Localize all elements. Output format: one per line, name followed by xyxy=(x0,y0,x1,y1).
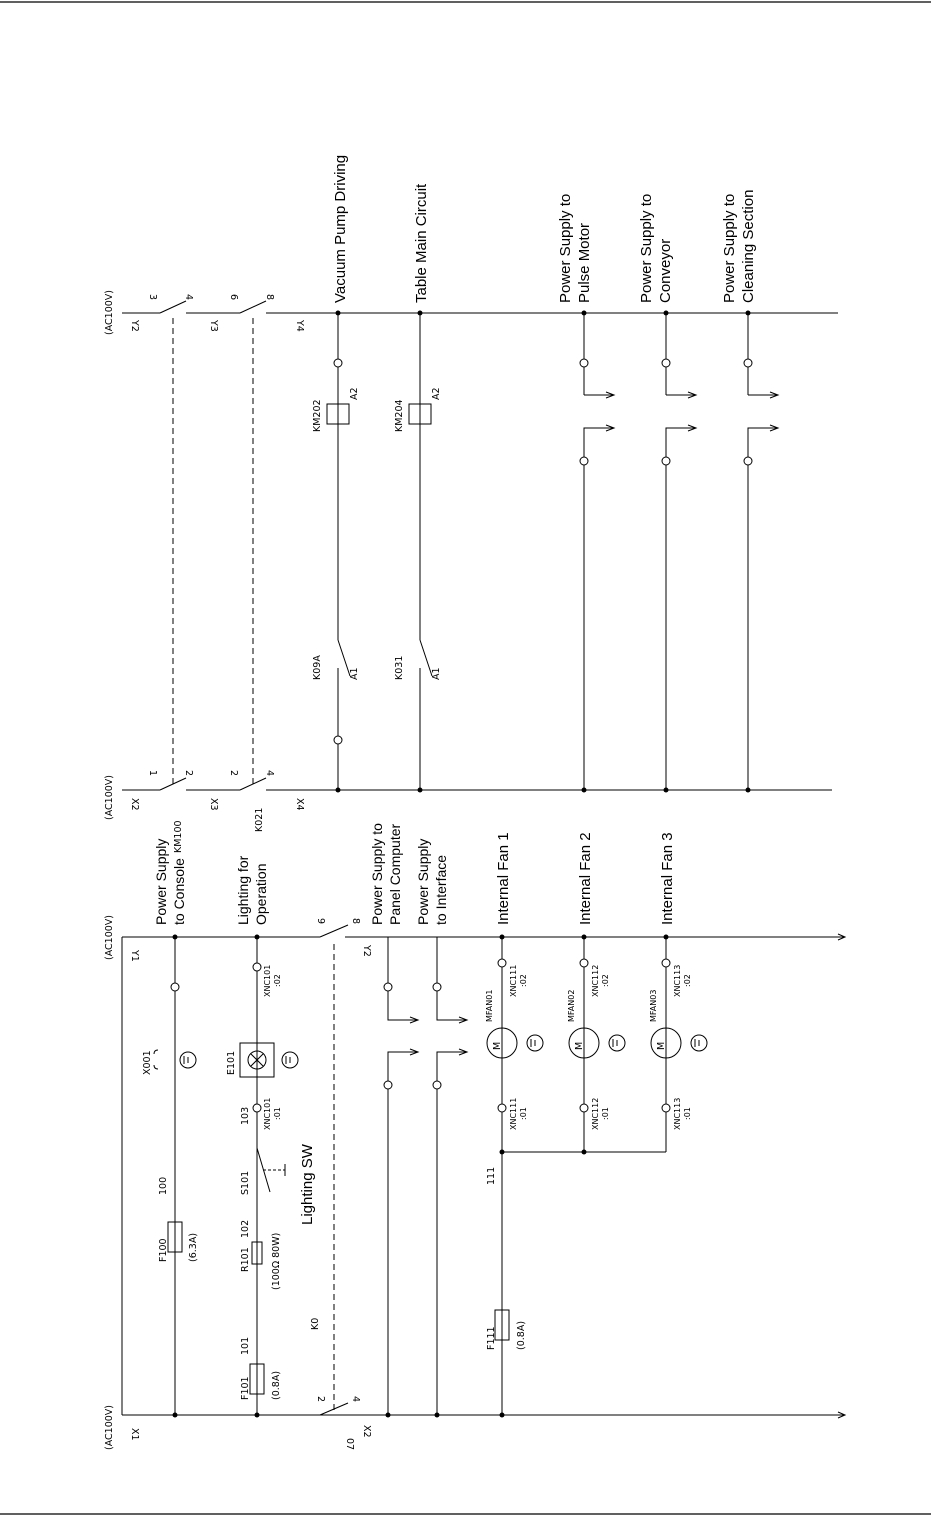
label-table: Table Main Circuit xyxy=(413,183,430,303)
label-fan2: Internal Fan 2 xyxy=(577,832,594,925)
label-interface-2: to Interface xyxy=(433,854,449,925)
relay-label: K0 xyxy=(310,1317,321,1330)
part-label: XNC112 xyxy=(591,1097,600,1130)
part-label: XNC113 xyxy=(673,964,682,997)
label-lighting-sw: Lighting SW xyxy=(299,1144,316,1225)
bus-label: Y3 xyxy=(208,320,219,332)
label-console-1: Power Supply xyxy=(153,838,169,925)
part-label: F101 xyxy=(240,1376,251,1400)
label-pulse-2: Pulse Motor xyxy=(576,222,593,303)
wire-number: 101 xyxy=(240,1336,251,1355)
part-label: :01 xyxy=(519,1107,528,1120)
lower-section xyxy=(122,925,845,1418)
terminal-number: 2 xyxy=(315,1396,326,1403)
bus-label: Y2 xyxy=(129,320,140,332)
part-label: :02 xyxy=(601,974,610,987)
motor-symbol: M xyxy=(656,1041,667,1050)
part-label: :02 xyxy=(683,974,692,987)
relay-label: KM100 xyxy=(173,820,184,853)
label-lighting-1: Lighting for xyxy=(235,855,251,925)
part-label: :01 xyxy=(273,1107,282,1120)
part-label: MFAN01 xyxy=(485,989,494,1022)
part-label: :02 xyxy=(519,974,528,987)
part-label: A2 xyxy=(431,387,442,400)
bus-label: X2 xyxy=(361,1425,372,1438)
part-label: R101 xyxy=(240,1247,251,1272)
cleaning-branch xyxy=(744,311,778,793)
label-conveyor-2: Conveyor xyxy=(657,238,674,303)
label-vacuum: Vacuum Pump Driving xyxy=(332,154,349,303)
part-label: XNC113 xyxy=(673,1097,682,1130)
terminal-number: 4 xyxy=(264,770,275,777)
conveyor-branch xyxy=(662,311,696,793)
part-label: MFAN02 xyxy=(567,989,576,1022)
voltage-label: (AC100V) xyxy=(104,914,115,960)
part-label: K09A xyxy=(312,655,323,680)
terminal-number: 2 xyxy=(228,770,239,777)
label-panel-1: Power Supply to xyxy=(369,823,385,925)
part-label: X001 xyxy=(142,1050,153,1075)
terminal-number: 2 xyxy=(183,770,194,777)
part-label: KM204 xyxy=(394,399,405,432)
upper-section xyxy=(122,301,838,793)
terminal-number: 9 xyxy=(315,918,326,925)
motor-symbol: M xyxy=(492,1041,503,1050)
terminal-number: 07 xyxy=(344,1438,355,1451)
voltage-label: (AC100V) xyxy=(104,1404,115,1450)
part-label: (0.8A) xyxy=(516,1320,527,1350)
part-label: F111 xyxy=(486,1326,497,1350)
pulse-branch xyxy=(580,311,614,793)
terminal-number: 1 xyxy=(147,770,158,777)
bus-label: X3 xyxy=(208,798,219,811)
part-label: A1 xyxy=(431,667,442,680)
part-label: MFAN03 xyxy=(649,989,658,1022)
part-label: K031 xyxy=(394,655,405,680)
label-panel-2: Panel Computer xyxy=(387,823,403,925)
wire-number: 100 xyxy=(158,1176,169,1195)
label-console-2: to Console xyxy=(171,858,187,925)
part-label: A2 xyxy=(349,387,360,400)
terminal-number: 8 xyxy=(264,294,275,301)
relay-label: K021 xyxy=(254,807,265,832)
terminal-number: 3 xyxy=(147,294,158,301)
label-conveyor-1: Power Supply to xyxy=(638,193,655,303)
label-fan3: Internal Fan 3 xyxy=(659,832,676,925)
terminal-number: 4 xyxy=(183,294,194,301)
bus-label: X4 xyxy=(294,798,305,811)
label-interface-1: Power Supply xyxy=(415,838,431,925)
part-label: (6.3A) xyxy=(188,1232,199,1262)
voltage-label: (AC100V) xyxy=(104,289,115,335)
part-label: (0.8A) xyxy=(271,1370,282,1400)
part-label: :01 xyxy=(601,1107,610,1120)
wire-number: 103 xyxy=(240,1106,251,1125)
part-label: :02 xyxy=(273,974,282,987)
part-label: S101 xyxy=(240,1170,251,1195)
label-fan1: Internal Fan 1 xyxy=(495,832,512,925)
motor-symbol: M xyxy=(574,1041,585,1050)
part-label: XNC101 xyxy=(263,964,272,997)
label-pulse-1: Power Supply to xyxy=(557,193,574,303)
bus-label: X2 xyxy=(129,798,140,811)
bus-label: Y2 xyxy=(361,945,372,957)
bus-label: Y4 xyxy=(294,320,305,332)
label-cleaning-1: Power Supply to xyxy=(721,193,738,303)
terminal-number: 4 xyxy=(350,1396,361,1403)
terminal-number: 8 xyxy=(350,918,361,925)
wire-number: 111 xyxy=(486,1166,497,1185)
terminal-number: 6 xyxy=(228,294,239,301)
part-label: XNC112 xyxy=(591,964,600,997)
voltage-label: (AC100V) xyxy=(104,774,115,820)
part-label: XNC101 xyxy=(263,1097,272,1130)
wire-number: 102 xyxy=(240,1219,251,1238)
part-label: E101 xyxy=(226,1050,237,1075)
part-label: (100Ω 80W) xyxy=(271,1232,282,1290)
label-cleaning-2: Cleaning Section xyxy=(740,189,757,303)
part-label: A1 xyxy=(349,667,360,680)
part-label: KM202 xyxy=(312,399,323,432)
part-label: F100 xyxy=(158,1238,169,1262)
part-label: XNC111 xyxy=(509,1097,518,1130)
bus-label: X1 xyxy=(129,1428,140,1441)
label-lighting-2: Operation xyxy=(253,863,269,925)
part-label: :01 xyxy=(683,1107,692,1120)
part-label: XNC111 xyxy=(509,964,518,997)
bus-label: Y1 xyxy=(129,950,140,962)
